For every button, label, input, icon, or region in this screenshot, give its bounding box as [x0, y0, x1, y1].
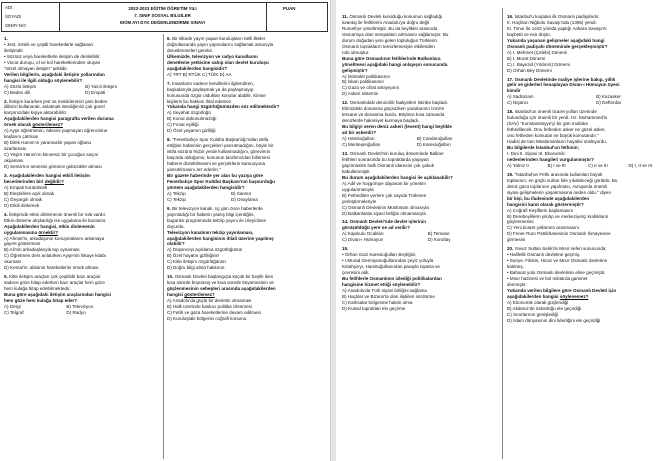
question-text: hem kulağa hitap edebilmektedir.	[4, 286, 71, 292]
question-number: 20.	[507, 246, 514, 252]
negation-word: söylenemez?	[559, 293, 589, 299]
option-c[interactable]: C) Karlısalar bölgesine hakim olma	[342, 299, 413, 305]
question-2	[4, 99, 160, 170]
question-number: 5.	[4, 274, 8, 280]
question-number: 2.	[4, 98, 8, 104]
question-number: 16.	[507, 14, 514, 19]
question-text: duyurdu.	[167, 223, 185, 229]
question-3	[4, 173, 160, 209]
question-text: • I.Murad Germiyanoğullarından çeyiz yoluyla	[342, 258, 434, 264]
question-text: haberin düzeltilmesini ve gerçeklerin kamuoyuna	[167, 161, 266, 167]
column-2	[167, 36, 327, 325]
option-d[interactable]: D) Defterdar	[596, 100, 622, 106]
option-a[interactable]: A) I. Mehmet (Çelebi) Dönemi	[507, 49, 568, 55]
question-prompt: aşağıdakilerden hangisinin ihlali üzerine yapılmış	[167, 235, 274, 241]
question-text: kişilerin bu hakkını ihlal edemez.	[167, 98, 233, 104]
option-b[interactable]: B) Halk üzerinde baskıcı politika izlenmesi	[167, 303, 252, 309]
question-prompt: gelir ve giderleri hesaplayan Divan-ı Hümayun üyesi	[507, 82, 620, 88]
surname-label: SOYADI	[5, 14, 22, 19]
question-text: fethedilecek. Onu fetheden asker ne güzel asker,	[507, 127, 606, 133]
question-text: rolü olmuştur.	[342, 49, 370, 55]
question-number: 13.	[342, 150, 349, 156]
question-18	[507, 109, 669, 169]
option-c[interactable]: C) I. Bayezid (Yıldırım) Dönemi	[507, 61, 570, 67]
question-text: İstanbul'u kuşatan ilk Osmanlı padişahıdır.	[514, 14, 600, 19]
option-b[interactable]: B) Yazılı iletişim	[85, 83, 118, 89]
option-d[interactable]: D) Orhan Bey Dönemi	[507, 67, 552, 73]
option-c[interactable]: C) II ve III	[588, 162, 608, 168]
question-prompt: aşağıdakilerden hangisidir?	[167, 65, 228, 71]
option-a[interactable]: A) İstimalet politikasının	[342, 73, 391, 79]
question-16	[507, 14, 669, 74]
negation-word: gösterilemez?	[184, 292, 215, 298]
question-text: gayrimüslim halk Osmanlı idaresini çok çabuk	[342, 162, 434, 168]
question-text: bugünkü programında tekzip yayını ile izleyicilere	[167, 217, 267, 223]
question-text: kaybetti ve esir düştü.	[507, 31, 551, 37]
exam-page-2	[336, 0, 672, 461]
option-b[interactable]: B) I ve III	[547, 162, 566, 168]
question-prompt: bir kişi, bu ifadesinde aşağıdakilerden	[507, 195, 590, 201]
question-text: İletişimde etkin dinlemenin önemli bir rolü vardır.	[9, 211, 107, 217]
question-text: avantaj ile fetihlerini Anadolu'ya doğru değil	[342, 19, 430, 25]
question-text: "İstanbul'un Fethi arasında kullanılan büyük	[514, 171, 603, 177]
question-prompt: uygulanmasına	[4, 229, 39, 235]
question-text: Istanbul'un önemli ticaret yolları üzerinde	[514, 109, 597, 115]
option-d[interactable]: D) Radyo	[66, 309, 86, 315]
option-a[interactable]: A) Yalnız II	[507, 162, 529, 168]
question-prompt: Yukarıda yaşanan gelişmeler aşağıdaki hangi	[507, 37, 605, 43]
option-a[interactable]: A) Kapıkulu Ocakları	[342, 231, 384, 237]
question-prompt: hangisi ile ilgili olduğu söylenebilir?	[4, 77, 83, 83]
question-prompt: kimdir	[507, 88, 521, 94]
option-a-cont: uygulanmasıyla	[342, 186, 374, 192]
question-7	[167, 81, 327, 135]
question-prompt: Osmanlı Devleti'nde devlet işlerinin	[349, 219, 426, 225]
question-text: • Suriye, Filistin, Hicaz ve Mısır Osmanlı devletine	[507, 258, 608, 264]
column-3	[342, 14, 498, 315]
question-number: 6.	[167, 36, 171, 41]
school-year-title: 2022-2023 EĞİTİM ÖĞRETİM YILI	[128, 6, 197, 11]
option-c[interactable]: C) Öğretmen ders anlatırken Ayşe'nin hikaye kitabı	[4, 253, 107, 259]
question-text: yansıtılmasını arz ederim."	[167, 167, 221, 173]
question-prompt: gelişmiştir?	[342, 67, 368, 73]
question-text: II. Haçlıları Niğbolu Savaşı'nda (1396) yendi.	[507, 19, 597, 25]
question-text: • Baharat yolu Osmanlı devletinin eline geçmiştir.	[507, 270, 606, 276]
question-text: • Jest, mimik ve çeşitli hareketlerle sağlanan	[4, 41, 94, 47]
option-b[interactable]: B) Tersane	[427, 231, 450, 237]
option-d[interactable]: D) Empati	[85, 89, 106, 95]
question-text: kabullenmiştir.	[342, 168, 371, 174]
question-prompt: görüşüldüğü yere ne ad verilir?	[342, 225, 410, 231]
question-prompt: Aşağıdakilerden hangisi etkili iletişim	[9, 172, 90, 178]
question-15	[342, 246, 498, 311]
question-text: • Orhan Gazi Karesioğulları Beyliğini,	[342, 252, 417, 258]
question-number: 9.	[167, 205, 171, 211]
option-b[interactable]: B) Kazasker	[596, 94, 621, 100]
keyword: örnektir?	[38, 229, 59, 235]
question-5	[4, 274, 160, 316]
question-number: 15.	[342, 246, 349, 252]
question-text: (SAV) "Konstantiniyye'yi bir gün mutlaka	[507, 121, 588, 127]
question-number: 14.	[342, 219, 349, 225]
question-11	[342, 14, 498, 97]
question-text: Bir ülkede yayın yapan kuruluşların belli ilkeler	[172, 36, 266, 41]
question-prompt: Verilen bilgilerin, aşağıdaki iletişim yollarından	[4, 71, 105, 77]
roman-numeral-items: I. Dini II. Siyasi III. Ekonomik	[507, 150, 565, 156]
question-prompt: Osmanlı Devletinde maliye işlerine bakıp, yıllık	[514, 76, 616, 82]
question-prompt: olabilir?	[167, 241, 185, 247]
question-text: Etkin dinleme alışkanlığı ise uygulama ile kazanılır.	[4, 217, 107, 223]
question-text: toplarının, en güçlü surları bile yıkabileceği görüldü. Bu	[507, 177, 618, 183]
option-d[interactable]: D) Etkili dinlemek	[4, 202, 40, 208]
question-text: bulunduğu için önemli bir yerdi. Hz. Muhammed'in	[507, 115, 608, 121]
option-d[interactable]: D) İslam dünyasının dini liderliğini ele geçirdiği	[507, 317, 601, 323]
question-12	[342, 100, 498, 148]
question-prompt: Osmanlı padişahı döneminde gerçekleşmiştir?	[507, 43, 608, 49]
option-b[interactable]: B) Derebeylilerin yıkılıp ve merkeziyetçi krallıkların	[507, 213, 609, 219]
question-text: Kütahya'yı, Hamitoğullarından parayla Isparta ve	[342, 264, 440, 270]
question-text: Osmanlıdaki denizcilik faaliyetleri İstinbe başladı.	[349, 100, 449, 106]
option-b-cont: yerleştirmeleriyle	[342, 198, 377, 204]
option-b[interactable]: B) Haçlılar ve Bizans'la olan ilişkileri sürdürme	[342, 293, 435, 299]
option-d[interactable]: D) Kemal'in; abisinin hareketlerini örnek alması	[4, 265, 99, 271]
question-prompt: Yukarıda hangi özgürlüğümüzden söz edilmektedir?	[167, 104, 280, 110]
option-a[interactable]: A) Coğrafi Keşiflerin başlamasını	[507, 207, 574, 213]
question-prompt: Buna göre aşağıdaki iletişim araçlarından hangisi	[4, 292, 111, 298]
option-b[interactable]: B) Ali'nin arkadaşlarıyla top oynaması	[4, 247, 80, 253]
option-c[interactable]: C) Fırsat eşitliği	[167, 122, 199, 128]
option-d[interactable]: D) Sema'nın annesini görünce gülücükler atması	[4, 164, 102, 170]
question-text: • Halifelik Osmanlı devletine geçmiş.	[507, 252, 581, 258]
question-prompt: Bu durum aşağıdakilerden hangisi ile açıklanabilir?	[342, 174, 453, 180]
question-text: Kitle iletişim araçları çok çeşitlidir bazı araçlar	[9, 274, 101, 280]
option-c[interactable]: C) Menteşeoğulları	[342, 142, 381, 148]
option-a[interactable]: A) Dergi	[4, 303, 21, 309]
question-text: fetihleri sonrasında bu topraklarda yaşayan	[342, 156, 429, 162]
question-text: Osmanlı toprakların temizlemesiyle etkilenden	[342, 43, 435, 49]
option-b[interactable]: B) Televizyon	[66, 303, 94, 309]
option-a[interactable]: A) Empati kurabilmek	[4, 184, 48, 190]
question-number: 3.	[4, 172, 8, 178]
option-a[interactable]: A) Sözlü iletişim	[4, 83, 37, 89]
question-text: denetlenmeleri gerekir.	[167, 47, 213, 53]
option-d[interactable]: D) I, II ve III	[628, 162, 652, 168]
question-text: Osmanlıya olan sempatinin artmasını sağlamıştır. Bu	[342, 31, 449, 37]
column-4	[507, 14, 669, 327]
question-text: siyasi gelişmelerin yaşanmasına neden oldu." diyen	[507, 189, 611, 195]
question-text: onu fetheden komutan ne büyük komutandır."	[507, 133, 599, 139]
question-text: konusunda özgür oldukları konular alabilir. Kimse	[167, 92, 266, 98]
question-text: sadece göze hitap ederken bazı araçlar hem göze	[4, 280, 105, 286]
question-number: 10.	[167, 274, 174, 280]
option-a[interactable]: A) Ahmet'in, arkadaşının konuşmalarını anlamaya	[4, 235, 105, 241]
question-text: Osmanlı Devleti kurulduğu konumun sağladığı	[349, 14, 443, 19]
question-number: 17.	[507, 76, 514, 82]
course-title: 7. SINIF SOSYAL BİLGİLER	[134, 13, 191, 18]
option-b[interactable]: B) Sansür	[231, 190, 252, 196]
question-text: Osmanlı Devleti'nin kuruluş döneminde Balkan	[349, 150, 444, 156]
option-b[interactable]: B) Candaroğulları	[416, 136, 453, 142]
question-text: karşımızdaki kişiye aktarabiliriz.	[4, 110, 68, 116]
option-d[interactable]: D) Kutsal topraklan ele geçirme	[342, 305, 406, 311]
exam-title: EKİM AYI DYK DEĞERLENDİRME SINAVI	[120, 20, 205, 25]
question-text: durum doğudan yeni gelen topluluğun Türklerin	[342, 37, 437, 43]
question-17	[507, 77, 669, 107]
option-b[interactable]: B) Dilek Hanım'ın yaramazlık yapan oğlunu	[4, 140, 92, 146]
question-text: istifa sözünü hiçbir yerde kullanmadığını, görevimin	[167, 149, 271, 155]
option-a[interactable]: A) Anadolu'da güçlü bir devletin olmaması	[167, 298, 252, 304]
option-b[interactable]: B) Özel hayatın gizliliğinin	[167, 253, 220, 259]
exam-header	[1, 2, 328, 32]
question-text: dilimizi kullanarak, anlatmak istediğimizi çok güzel	[4, 104, 105, 110]
question-1	[4, 36, 160, 96]
question-prompt: güçlenmesinin sebepleri arasında aşağıdakilerden	[167, 286, 276, 292]
question-prompt: Aşağıdakilerden hangisi paragrafta verilen duruma	[4, 116, 114, 122]
option-c[interactable]: C) Yeni ticaret yollarının aranmasını	[507, 225, 580, 231]
question-text: katılmış.	[507, 264, 524, 270]
question-prompt: denetleme yetkisine sahip olan devlet kuruluşu	[167, 59, 269, 65]
question-19	[507, 172, 669, 243]
question-prompt: hangisini kanıt olarak göstermiştir?	[507, 201, 584, 207]
question-6	[167, 36, 327, 78]
question-text: III. Timur ile 1402 yılında yaptığı Ankara Savaşı'nı	[507, 25, 607, 31]
class-no-label: SINIFI-NO:	[5, 23, 27, 28]
option-c[interactable]: C) Telgraf	[4, 309, 24, 315]
option-d[interactable]: D) Balkanlarda siyasi birliğin olmamasıyla	[342, 210, 426, 216]
option-c[interactable]: C) Sınırlarının genişlediği	[507, 311, 559, 317]
question-text: • Mısır hazinesi ve bol miktarda ganimet	[507, 276, 588, 282]
question-text: yayınladığı bir haberin yanlış bilgi içerdiğini,	[167, 211, 255, 217]
negation-word: değildir?	[44, 178, 64, 184]
question-prompt: yöneltmesi aşağıdaki hangi anlayışın sonucunda	[342, 61, 448, 67]
question-text: İnsanların sadece kendilerini ilgilendiren,	[172, 80, 254, 86]
option-a[interactable]: A) Seyahat özgürlüğü	[167, 110, 211, 116]
option-a[interactable]: A) Düşünceyi açıklama özgürlüğünün	[167, 247, 243, 253]
question-prompt: ait bir askerdir?	[342, 130, 377, 136]
question-prompt: Fenerbahçe Spor Kulübü Başkanı'nın başvurduğu	[167, 178, 275, 184]
question-number: 4.	[4, 211, 8, 217]
question-text: Hadisi de tüm Müslümanların hayalini süslüyordu.	[507, 139, 608, 145]
question-number: 12.	[342, 100, 349, 106]
question-prompt: Bu fetihlerle Osmanlının izlediği politikalardan	[342, 276, 442, 282]
option-c-cont: okuması	[4, 259, 22, 265]
option-c[interactable]: C) Kitle iletişim özgürlüğünün	[167, 259, 226, 265]
question-text: alınmıştır.	[507, 281, 527, 287]
question-number: 18.	[507, 109, 514, 115]
question-prompt: Ülkemizde, televizyon ve radyo kanallarını	[167, 53, 258, 59]
negation-word: gösterilemez?	[32, 122, 63, 128]
question-prompt: yöntem aşağıdakilerden hangisidir?	[167, 184, 245, 190]
question-text: tersane ve donanma kurdu. Böylece kısa zamanda	[342, 112, 445, 118]
option-a[interactable]: A) Adil ve hoşgörüye dayanan bir yönetim	[342, 180, 426, 186]
question-text: çevresini aldı.	[342, 270, 370, 276]
option-a[interactable]: A) Sadrazam	[507, 94, 534, 100]
question-number: 19.	[507, 171, 514, 177]
option-b[interactable]: B) Eleştirilere açık olmak	[4, 190, 55, 196]
name-label: ADI:	[5, 5, 14, 10]
option-d[interactable]: D) Doğru bilgi alma hakkının	[167, 265, 225, 271]
question-prompt: hem göze hem kulağa hitap eder?	[4, 298, 78, 304]
score-label: PUAN	[283, 6, 296, 11]
question-text: kısa sürede büyümüş ve kısa sürede büyümesinin ve	[167, 280, 274, 286]
option-b[interactable]: B) Akdeniz'de üstünlüğü ele geçirdiği	[507, 305, 582, 311]
option-a[interactable]: A) Tekzip	[167, 190, 186, 196]
question-text: doğrultusunda yayın yapmalarını sağlamak amacıyla	[167, 41, 274, 47]
question-number: 1.	[4, 36, 8, 41]
question-text: • Sözsüz veya hareketlerle iletişim de denilebilir.	[4, 53, 101, 59]
question-text: başında olduğumu, konunun tarafımızdan bilinmesi	[167, 155, 270, 161]
question-8	[167, 137, 327, 202]
option-c-cont: okşaması	[4, 158, 24, 164]
question-text: Osmanlı Devleti başlangıçta küçük bir beylik iken	[174, 274, 274, 280]
option-d[interactable]: D) Özel yaşamın gizliliği	[167, 128, 216, 134]
question-4	[4, 212, 160, 272]
option-c[interactable]: C) Beden dili	[4, 89, 31, 95]
question-prompt: hangisine hizmet ettiği söylenebilir?	[342, 281, 421, 287]
question-prompt: nedenlerinden hangileri vurgulanmıştır?	[507, 156, 594, 162]
question-prompt: hangisi	[167, 292, 185, 298]
option-a[interactable]: A) Anadolu'da Türk siyasi birliğini sağlama	[342, 287, 427, 293]
question-number: 11.	[342, 14, 349, 19]
option-a-cont: kaşlarını çatması	[4, 134, 39, 140]
question-14	[342, 219, 498, 243]
question-text: "Fenerbahçe Spor Kulübü Başkanlığı'ndan istifa	[172, 137, 269, 143]
question-text: deniz gücü toplarının yapılması, Avrupa'da önemli	[507, 183, 608, 189]
option-b[interactable]: B) Fethedilen yerlere çok sayıda Türkmen	[342, 192, 427, 198]
option-d[interactable]: D) Kurultay	[427, 237, 451, 243]
option-c[interactable]: C) Yeşim Hanım'ın kimsesiz bir çocuğun saçını	[4, 152, 99, 158]
question-number: 7.	[167, 80, 171, 86]
option-a-cont: gayret göstermesi	[4, 241, 41, 247]
question-13	[342, 151, 498, 216]
question-prompt: Bu bilgilerde İstanbul'un fethinin;	[507, 145, 580, 151]
option-d[interactable]: D) Askeri sistemin	[342, 91, 379, 97]
question-text: ettiğine haberinin gerçekleri yansıtmadığını, böyle bir	[167, 143, 274, 149]
question-prompt: Yukarıda verilen bilgilere göre Osmanlı Devleti için	[507, 287, 617, 293]
exam-page-1	[0, 0, 331, 461]
question-prompt: Aşağıdakilerden hangisi, etkin dinlemenin	[4, 223, 95, 229]
option-c[interactable]: C) Tekzip	[167, 196, 186, 202]
question-prompt: Bir gazete haberinde yer alan bu yazıya göre	[167, 172, 264, 178]
question-prompt: Bu bilgiyi veren deniz askeri (levent) hangi beylikle	[342, 124, 452, 130]
question-text: Yavuz Sultan Selim'in Mısır seferi sonucunda;	[514, 246, 607, 252]
question-prompt: becerilerinden biri	[4, 178, 45, 184]
question-9	[167, 206, 327, 271]
question-text: İletişim kurarken jest ve mimiklerimizi yani beden	[9, 98, 108, 104]
option-a[interactable]: A) Ekonomik olarak güçlendiği	[507, 299, 569, 305]
question-text: denizlerde hakimiyet kurmaya başladı.	[342, 118, 420, 124]
column-1	[4, 36, 160, 319]
option-c[interactable]: C) Divan-ı Hümayun	[342, 237, 384, 243]
question-prompt: Buna göre Osmanlının fetihlerinde Balkanlara	[342, 55, 441, 61]
option-c[interactable]: C) Nişancı	[507, 100, 529, 106]
option-d[interactable]: D) Kuruluştaki bölgenin coğrafi konumu	[167, 315, 247, 321]
question-text: "sözel olmayan iletişim" şeklidir.	[4, 65, 68, 71]
question-number: 8.	[167, 137, 171, 143]
question-text: • Vücut duruşu, el ve kol hareketlerinden oluşan	[4, 59, 101, 65]
option-d[interactable]: D) Fener Rum Patrikhanesinin Osmanlı himayesine	[507, 231, 611, 237]
option-d[interactable]: D) Onaylama	[231, 196, 258, 202]
option-c[interactable]: C) Osmanlı Devletinin Müslüman olmasıyla	[342, 204, 429, 210]
option-b-cont: güçlenmesini	[507, 219, 534, 225]
option-c[interactable]: C) Önyargılı olmak	[4, 196, 42, 202]
question-prompt: aşağıdakilerden hangisi	[507, 293, 560, 299]
question-10	[167, 274, 327, 322]
option-b[interactable]: B) I. Murat Dönemi	[507, 55, 546, 61]
option-b[interactable]: B) Konut dokunulmazlığı	[167, 116, 217, 122]
option-c[interactable]: C) Fetih ve gaza hareketlerine devam edilmesi	[167, 309, 261, 315]
question-text: iletişimdir.	[4, 47, 24, 53]
question-text: Elimizdeki donanma güçsüzken yararlarının İzmit'e	[342, 106, 445, 112]
question-prompt: örnek olarak	[4, 122, 33, 128]
option-b-cont: azarlaması	[4, 146, 27, 152]
option-c[interactable]: C) Gaza ve cihat anlayışının	[342, 85, 400, 91]
question-text: Bir televizyon kanalı, üç gün önce haberlerde	[172, 205, 263, 211]
option-d-cont: girmesini	[507, 237, 526, 243]
options-row[interactable]: A) TRT B) RTÜK C) TÜİK D) AA	[167, 71, 232, 77]
option-a[interactable]: A) Hamitoğulları	[342, 136, 375, 142]
option-d[interactable]: D) Karesioğulları	[416, 142, 451, 148]
question-text: başkalarıyla paylaşmak ya da paylaşmayıp	[167, 86, 254, 92]
option-b[interactable]: B) İskan politikasının	[342, 79, 384, 85]
question-prompt: Televizyon kanalının tekzip yayınlaması,	[167, 229, 254, 235]
question-20	[507, 246, 669, 323]
question-text: Rumeli'ye yöneltmiştir. Bu da beylikler arasında	[342, 25, 438, 31]
option-a[interactable]: A) Ayşe öğretmenin, ödevini yapmayan öğrencisine	[4, 128, 108, 134]
